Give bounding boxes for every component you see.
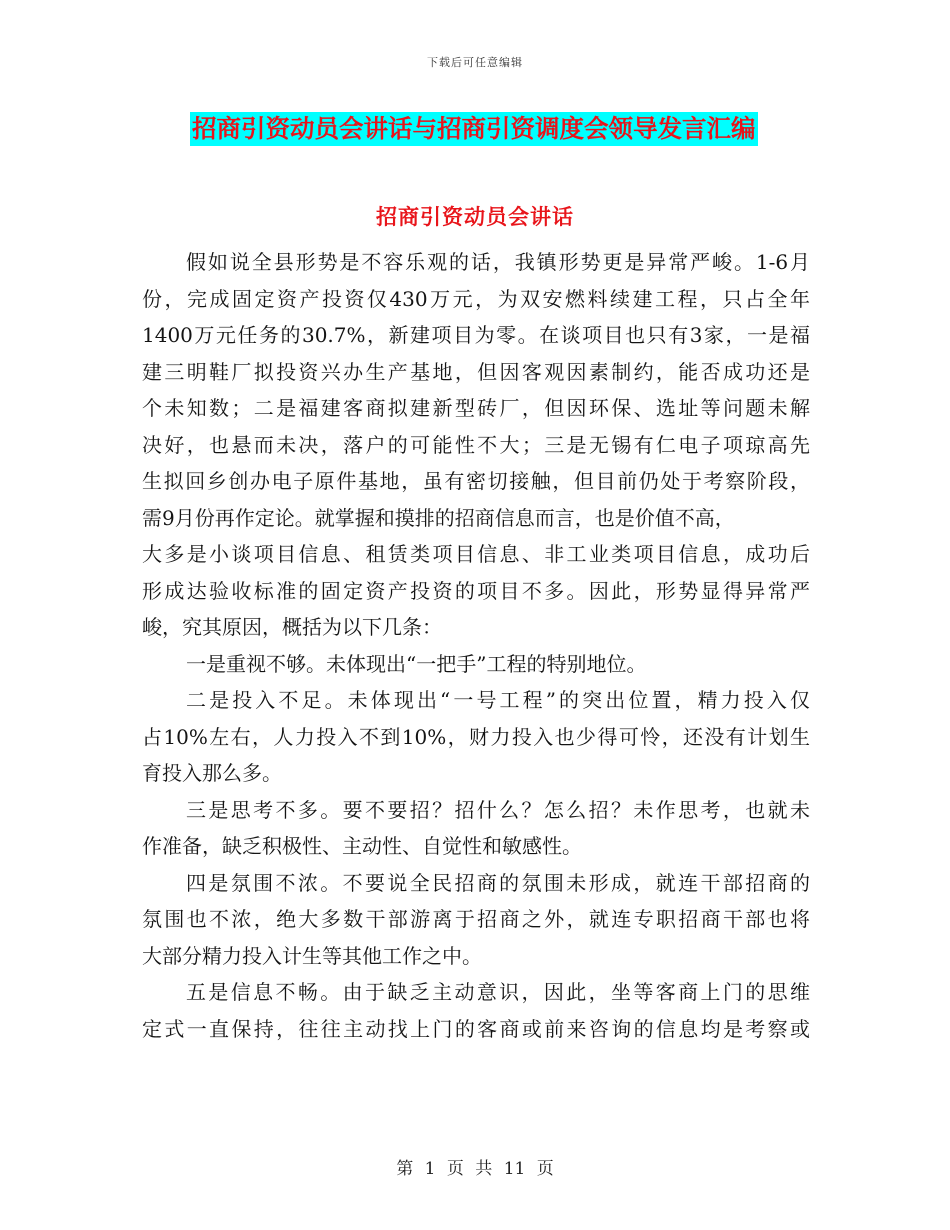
body-line: 五是信息不畅。由于缺乏主动意识，因此，坐等客商上门的思维 (186, 980, 810, 1004)
body-line: 建三明鞋厂拟投资兴办生产基地，但因客观因素制约，能否成功还是 (142, 359, 810, 384)
body-line: 决好，也悬而未决，落户的可能性不大；三是无锡有仁电子项琼高先 (142, 432, 810, 457)
body-line: 氛围也不浓，绝大多数干部游离于招商之外，就连专职招商干部也将 (142, 907, 810, 931)
body-line: 大多是小谈项目信息、租赁类项目信息、非工业类项目信息，成功后 (142, 542, 810, 566)
body-line: 1400万元任务的30.7%，新建项目为零。在谈项目也只有3家，一是福 (142, 323, 810, 347)
document-title: 招商引资动员会讲话与招商引资调度会领导发言汇编 (190, 112, 758, 146)
body-line: 三是思考不多。要不要招？招什么？怎么招？未作思考，也就未 (186, 797, 810, 822)
body-line: 大部分精力投入计生等其他工作之中。 (142, 943, 482, 968)
body-line: 作准备，缺乏积极性、主动性、自觉性和敏感性。 (142, 834, 582, 858)
body-line: 一是重视不够。未体现出“一把手”工程的特别地位。 (186, 651, 647, 676)
body-line: 形成达验收标准的固定资产投资的项目不多。因此，形势显得异常严 (142, 578, 810, 603)
page-number: 第 1 页 共 11 页 (396, 1159, 554, 1179)
body-text (142, 244, 810, 1047)
body-line: 占10%左右，人力投入不到10%，财力投入也少得可怜，还没有计划生 (142, 724, 810, 749)
section-title: 招商引资动员会讲话 (376, 204, 574, 229)
body-line: 份，完成固定资产投资仅430万元，为双安燃料续建工程，只占全年 (142, 286, 810, 311)
body-line: 假如说全县形势是不容乐观的话，我镇形势更是异常严峻。1-6月 (186, 250, 810, 274)
body-line: 生拟回乡创办电子原件基地，虽有密切接触，但目前仍处于考察阶段， (142, 469, 810, 493)
body-line: 定式一直保持，往往主动找上门的客商或前来咨询的信息均是考察或 (142, 1016, 810, 1041)
body-line: 四是氛围不浓。不要说全民招商的氛围未形成，就连干部招商的 (186, 870, 810, 895)
header-note: 下载后可任意编辑 (427, 56, 523, 69)
body-line: 育投入那么多。 (142, 761, 282, 785)
body-line: 个未知数；二是福建客商拟建新型砖厂，但因环保、选址等问题未解 (142, 396, 810, 420)
body-line: 需9月份再作定论。就掌握和摸排的招商信息而言，也是价值不高， (142, 505, 735, 530)
body-line: 二是投入不足。未体现出“一号工程”的突出位置，精力投入仅 (186, 688, 810, 712)
document-title-container (190, 112, 810, 146)
body-line: 峻，究其原因，概括为以下几条： (142, 615, 442, 639)
